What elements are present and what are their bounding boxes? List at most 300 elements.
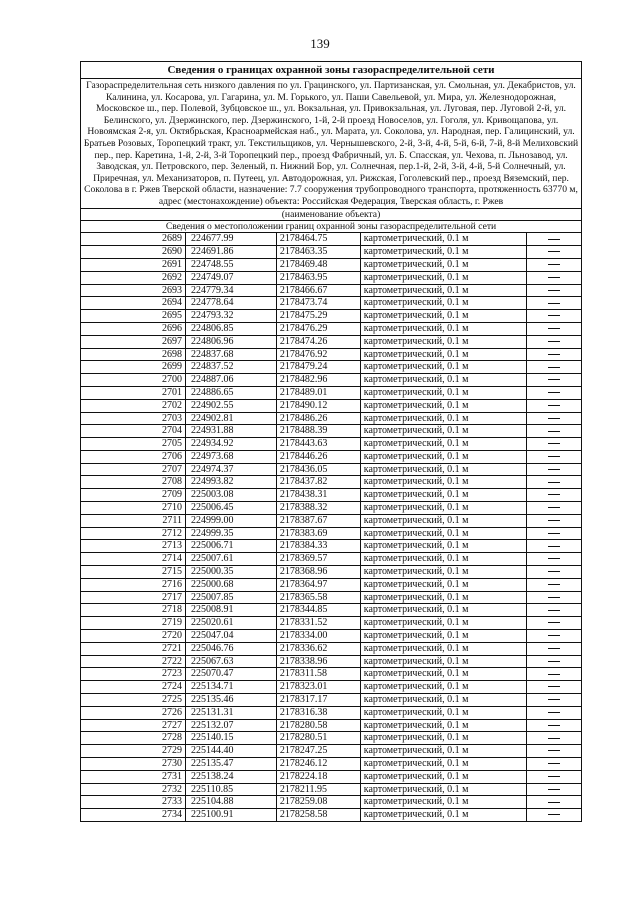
point-number: 2706	[81, 450, 186, 463]
dash-mark	[548, 814, 560, 815]
dash-mark	[548, 622, 560, 623]
method-cell: картометрический, 0.1 м	[360, 399, 527, 412]
dash-cell	[527, 617, 582, 630]
method-cell: картометрический, 0.1 м	[360, 425, 527, 438]
point-number: 2707	[81, 463, 186, 476]
y-coordinate: 2178280.51	[276, 732, 360, 745]
point-number: 2711	[81, 514, 186, 527]
dash-cell	[527, 706, 582, 719]
x-coordinate: 225138.24	[186, 770, 277, 783]
method-cell: картометрический, 0.1 м	[360, 527, 527, 540]
method-cell: картометрический, 0.1 м	[360, 322, 527, 335]
point-number: 2724	[81, 681, 186, 694]
table-row	[81, 450, 582, 463]
x-coordinate: 224999.35	[186, 527, 277, 540]
method-cell: картометрический, 0.1 м	[360, 374, 527, 387]
y-coordinate: 2178486.26	[276, 412, 360, 425]
dash-cell	[527, 630, 582, 643]
x-coordinate: 225131.31	[186, 706, 277, 719]
dash-cell	[527, 425, 582, 438]
point-number: 2692	[81, 271, 186, 284]
point-number: 2714	[81, 553, 186, 566]
dash-cell	[527, 604, 582, 617]
dash-cell	[527, 719, 582, 732]
table-row	[81, 258, 582, 271]
table-row	[81, 322, 582, 335]
point-number: 2716	[81, 578, 186, 591]
dash-cell	[527, 246, 582, 259]
x-coordinate: 225067.63	[186, 655, 277, 668]
dash-mark	[548, 341, 560, 342]
x-coordinate: 225007.85	[186, 591, 277, 604]
y-coordinate: 2178479.24	[276, 361, 360, 374]
y-coordinate: 2178476.29	[276, 322, 360, 335]
table-row	[81, 361, 582, 374]
page-number: 139	[310, 36, 330, 51]
dash-mark	[548, 520, 560, 521]
dash-cell	[527, 412, 582, 425]
point-number: 2720	[81, 630, 186, 643]
x-coordinate: 224887.06	[186, 374, 277, 387]
y-coordinate: 2178489.01	[276, 386, 360, 399]
table-row	[81, 374, 582, 387]
method-cell: картометрический, 0.1 м	[360, 233, 527, 246]
dash-mark	[548, 303, 560, 304]
method-cell: картометрический, 0.1 м	[360, 681, 527, 694]
method-cell: картометрический, 0.1 м	[360, 540, 527, 553]
dash-cell	[527, 438, 582, 451]
boundary-table	[80, 61, 582, 822]
method-cell: картометрический, 0.1 м	[360, 297, 527, 310]
dash-mark	[548, 443, 560, 444]
dash-cell	[527, 284, 582, 297]
dash-mark	[548, 239, 560, 240]
title-row	[81, 62, 582, 79]
dash-mark	[548, 456, 560, 457]
y-coordinate: 2178331.52	[276, 617, 360, 630]
dash-mark	[548, 546, 560, 547]
x-coordinate: 225006.71	[186, 540, 277, 553]
dash-mark	[548, 277, 560, 278]
table-row	[81, 694, 582, 707]
dash-cell	[527, 233, 582, 246]
y-coordinate: 2178259.08	[276, 796, 360, 809]
point-number: 2715	[81, 566, 186, 579]
dash-cell	[527, 386, 582, 399]
point-number: 2702	[81, 399, 186, 412]
point-number: 2723	[81, 668, 186, 681]
table-row	[81, 770, 582, 783]
y-coordinate: 2178246.12	[276, 758, 360, 771]
y-coordinate: 2178463.95	[276, 271, 360, 284]
dash-mark	[548, 405, 560, 406]
method-cell: картометрический, 0.1 м	[360, 258, 527, 271]
table-row	[81, 399, 582, 412]
y-coordinate: 2178317.17	[276, 694, 360, 707]
point-number: 2719	[81, 617, 186, 630]
y-coordinate: 2178387.67	[276, 514, 360, 527]
table-row	[81, 502, 582, 515]
table-row	[81, 783, 582, 796]
table-row	[81, 297, 582, 310]
x-coordinate: 224993.82	[186, 476, 277, 489]
table-row	[81, 655, 582, 668]
y-coordinate: 2178368.96	[276, 566, 360, 579]
method-cell: картометрический, 0.1 м	[360, 386, 527, 399]
point-number: 2691	[81, 258, 186, 271]
dash-mark	[548, 354, 560, 355]
table-row	[81, 284, 582, 297]
table-row	[81, 335, 582, 348]
x-coordinate: 225008.91	[186, 604, 277, 617]
dash-mark	[548, 533, 560, 534]
point-number: 2734	[81, 809, 186, 822]
method-cell: картометрический, 0.1 м	[360, 783, 527, 796]
table-row	[81, 604, 582, 617]
point-number: 2718	[81, 604, 186, 617]
dash-mark	[548, 264, 560, 265]
method-cell: картометрический, 0.1 м	[360, 732, 527, 745]
dash-cell	[527, 668, 582, 681]
x-coordinate: 225020.61	[186, 617, 277, 630]
method-cell: картометрический, 0.1 м	[360, 668, 527, 681]
x-coordinate: 224806.96	[186, 335, 277, 348]
y-coordinate: 2178436.05	[276, 463, 360, 476]
x-coordinate: 224778.64	[186, 297, 277, 310]
dash-cell	[527, 642, 582, 655]
x-coordinate: 225007.61	[186, 553, 277, 566]
point-number: 2698	[81, 348, 186, 361]
point-number: 2732	[81, 783, 186, 796]
dash-cell	[527, 450, 582, 463]
method-cell: картометрический, 0.1 м	[360, 476, 527, 489]
dash-cell	[527, 758, 582, 771]
point-number: 2726	[81, 706, 186, 719]
dash-cell	[527, 310, 582, 323]
table-row	[81, 233, 582, 246]
dash-mark	[548, 712, 560, 713]
dash-cell	[527, 297, 582, 310]
y-coordinate: 2178280.58	[276, 719, 360, 732]
dash-cell	[527, 770, 582, 783]
point-number: 2709	[81, 489, 186, 502]
table-row	[81, 796, 582, 809]
dash-cell	[527, 745, 582, 758]
x-coordinate: 225100.91	[186, 809, 277, 822]
dash-mark	[548, 494, 560, 495]
x-coordinate: 225140.15	[186, 732, 277, 745]
dash-mark	[548, 558, 560, 559]
point-number: 2725	[81, 694, 186, 707]
dash-mark	[548, 597, 560, 598]
method-cell: картометрический, 0.1 м	[360, 553, 527, 566]
table-row	[81, 642, 582, 655]
method-cell: картометрический, 0.1 м	[360, 463, 527, 476]
point-number: 2710	[81, 502, 186, 515]
y-coordinate: 2178224.18	[276, 770, 360, 783]
dash-mark	[548, 738, 560, 739]
x-coordinate: 225132.07	[186, 719, 277, 732]
section-title-row	[81, 220, 582, 232]
table-row	[81, 540, 582, 553]
x-coordinate: 224793.32	[186, 310, 277, 323]
method-cell: картометрический, 0.1 м	[360, 412, 527, 425]
dash-mark	[548, 725, 560, 726]
y-coordinate: 2178365.58	[276, 591, 360, 604]
y-coordinate: 2178469.48	[276, 258, 360, 271]
point-number: 2717	[81, 591, 186, 604]
object-name-note: (наименование объекта)	[81, 208, 582, 220]
dash-mark	[548, 610, 560, 611]
method-cell: картометрический, 0.1 м	[360, 694, 527, 707]
dash-cell	[527, 694, 582, 707]
x-coordinate: 225104.88	[186, 796, 277, 809]
dash-cell	[527, 502, 582, 515]
x-coordinate: 224999.00	[186, 514, 277, 527]
object-note-row	[81, 208, 582, 220]
point-number: 2729	[81, 745, 186, 758]
dash-cell	[527, 322, 582, 335]
dash-cell	[527, 361, 582, 374]
table-row	[81, 809, 582, 822]
x-coordinate: 225135.47	[186, 758, 277, 771]
point-number: 2713	[81, 540, 186, 553]
point-number: 2700	[81, 374, 186, 387]
y-coordinate: 2178383.69	[276, 527, 360, 540]
dash-mark	[548, 367, 560, 368]
x-coordinate: 225000.68	[186, 578, 277, 591]
dash-cell	[527, 463, 582, 476]
description-row	[81, 79, 582, 209]
y-coordinate: 2178474.26	[276, 335, 360, 348]
method-cell: картометрический, 0.1 м	[360, 450, 527, 463]
x-coordinate: 225070.47	[186, 668, 277, 681]
dash-cell	[527, 489, 582, 502]
point-number: 2697	[81, 335, 186, 348]
x-coordinate: 224973.68	[186, 450, 277, 463]
dash-cell	[527, 527, 582, 540]
y-coordinate: 2178344.85	[276, 604, 360, 617]
dash-mark	[548, 635, 560, 636]
dash-mark	[548, 315, 560, 316]
x-coordinate: 225134.71	[186, 681, 277, 694]
x-coordinate: 225110.85	[186, 783, 277, 796]
point-number: 2703	[81, 412, 186, 425]
dash-mark	[548, 392, 560, 393]
y-coordinate: 2178437.82	[276, 476, 360, 489]
table-row	[81, 668, 582, 681]
dash-cell	[527, 809, 582, 822]
dash-mark	[548, 686, 560, 687]
x-coordinate: 224748.55	[186, 258, 277, 271]
x-coordinate: 225000.35	[186, 566, 277, 579]
method-cell: картометрический, 0.1 м	[360, 604, 527, 617]
method-cell: картометрический, 0.1 м	[360, 706, 527, 719]
table-row	[81, 527, 582, 540]
dash-cell	[527, 783, 582, 796]
y-coordinate: 2178466.67	[276, 284, 360, 297]
y-coordinate: 2178490.12	[276, 399, 360, 412]
table-row	[81, 732, 582, 745]
x-coordinate: 224749.07	[186, 271, 277, 284]
dash-cell	[527, 796, 582, 809]
dash-cell	[527, 258, 582, 271]
method-cell: картометрический, 0.1 м	[360, 745, 527, 758]
y-coordinate: 2178311.58	[276, 668, 360, 681]
point-number: 2708	[81, 476, 186, 489]
point-number: 2730	[81, 758, 186, 771]
method-cell: картометрический, 0.1 м	[360, 310, 527, 323]
point-number: 2704	[81, 425, 186, 438]
dash-cell	[527, 335, 582, 348]
table-row	[81, 348, 582, 361]
dash-mark	[548, 431, 560, 432]
x-coordinate: 225046.76	[186, 642, 277, 655]
dash-mark	[548, 674, 560, 675]
x-coordinate: 224931.88	[186, 425, 277, 438]
y-coordinate: 2178475.29	[276, 310, 360, 323]
table-row	[81, 310, 582, 323]
point-number: 2699	[81, 361, 186, 374]
dash-cell	[527, 540, 582, 553]
method-cell: картометрический, 0.1 м	[360, 796, 527, 809]
y-coordinate: 2178476.92	[276, 348, 360, 361]
method-cell: картометрический, 0.1 м	[360, 502, 527, 515]
dash-mark	[548, 802, 560, 803]
table-row	[81, 553, 582, 566]
y-coordinate: 2178463.35	[276, 246, 360, 259]
x-coordinate: 224902.55	[186, 399, 277, 412]
dash-mark	[548, 328, 560, 329]
point-number: 2701	[81, 386, 186, 399]
method-cell: картометрический, 0.1 м	[360, 655, 527, 668]
point-number: 2693	[81, 284, 186, 297]
point-number: 2722	[81, 655, 186, 668]
x-coordinate: 224677.99	[186, 233, 277, 246]
x-coordinate: 224886.65	[186, 386, 277, 399]
point-number: 2731	[81, 770, 186, 783]
table-row	[81, 745, 582, 758]
dash-cell	[527, 566, 582, 579]
table-row	[81, 591, 582, 604]
dash-mark	[548, 469, 560, 470]
table-row	[81, 476, 582, 489]
x-coordinate: 224902.81	[186, 412, 277, 425]
table-row	[81, 617, 582, 630]
method-cell: картометрический, 0.1 м	[360, 514, 527, 527]
dash-mark	[548, 648, 560, 649]
dash-cell	[527, 732, 582, 745]
point-number: 2696	[81, 322, 186, 335]
dash-mark	[548, 507, 560, 508]
method-cell: картометрический, 0.1 м	[360, 246, 527, 259]
dash-mark	[548, 571, 560, 572]
dash-mark	[548, 661, 560, 662]
table-title: Сведения о границах охранной зоны газораспределительной сети	[81, 62, 582, 79]
dash-cell	[527, 476, 582, 489]
dash-mark	[548, 763, 560, 764]
x-coordinate: 224837.52	[186, 361, 277, 374]
section-title: Сведения о местоположении границ охранной зоны газораспределительной сети	[81, 220, 582, 232]
method-cell: картометрический, 0.1 м	[360, 335, 527, 348]
point-number: 2695	[81, 310, 186, 323]
y-coordinate: 2178438.31	[276, 489, 360, 502]
method-cell: картометрический, 0.1 м	[360, 770, 527, 783]
y-coordinate: 2178258.58	[276, 809, 360, 822]
table-row	[81, 386, 582, 399]
y-coordinate: 2178446.26	[276, 450, 360, 463]
dash-cell	[527, 655, 582, 668]
x-coordinate: 224837.68	[186, 348, 277, 361]
dash-mark	[548, 251, 560, 252]
x-coordinate: 224779.34	[186, 284, 277, 297]
table-row	[81, 425, 582, 438]
table-row	[81, 681, 582, 694]
method-cell: картометрический, 0.1 м	[360, 719, 527, 732]
y-coordinate: 2178388.32	[276, 502, 360, 515]
table-row	[81, 758, 582, 771]
x-coordinate: 224806.85	[186, 322, 277, 335]
dash-cell	[527, 374, 582, 387]
x-coordinate: 224974.37	[186, 463, 277, 476]
point-number: 2712	[81, 527, 186, 540]
table-row	[81, 719, 582, 732]
y-coordinate: 2178247.25	[276, 745, 360, 758]
dash-mark	[548, 699, 560, 700]
y-coordinate: 2178323.01	[276, 681, 360, 694]
table-row	[81, 489, 582, 502]
method-cell: картометрический, 0.1 м	[360, 348, 527, 361]
table-row	[81, 438, 582, 451]
point-number: 2728	[81, 732, 186, 745]
point-number: 2694	[81, 297, 186, 310]
y-coordinate: 2178316.38	[276, 706, 360, 719]
x-coordinate: 225006.45	[186, 502, 277, 515]
point-number: 2689	[81, 233, 186, 246]
dash-cell	[527, 591, 582, 604]
y-coordinate: 2178443.63	[276, 438, 360, 451]
method-cell: картометрический, 0.1 м	[360, 361, 527, 374]
dash-mark	[548, 379, 560, 380]
x-coordinate: 224691.86	[186, 246, 277, 259]
y-coordinate: 2178338.96	[276, 655, 360, 668]
dash-mark	[548, 290, 560, 291]
dash-mark	[548, 776, 560, 777]
method-cell: картометрический, 0.1 м	[360, 578, 527, 591]
y-coordinate: 2178488.39	[276, 425, 360, 438]
y-coordinate: 2178334.00	[276, 630, 360, 643]
dash-mark	[548, 482, 560, 483]
dash-cell	[527, 578, 582, 591]
method-cell: картометрический, 0.1 м	[360, 284, 527, 297]
dash-mark	[548, 789, 560, 790]
method-cell: картометрический, 0.1 м	[360, 489, 527, 502]
point-number: 2721	[81, 642, 186, 655]
dash-cell	[527, 348, 582, 361]
table-row	[81, 578, 582, 591]
y-coordinate: 2178464.75	[276, 233, 360, 246]
method-cell: картометрический, 0.1 м	[360, 438, 527, 451]
point-number: 2690	[81, 246, 186, 259]
dash-cell	[527, 399, 582, 412]
point-number: 2733	[81, 796, 186, 809]
dash-cell	[527, 514, 582, 527]
x-coordinate: 224934.92	[186, 438, 277, 451]
table-row	[81, 566, 582, 579]
x-coordinate: 225047.04	[186, 630, 277, 643]
point-number: 2727	[81, 719, 186, 732]
y-coordinate: 2178384.33	[276, 540, 360, 553]
